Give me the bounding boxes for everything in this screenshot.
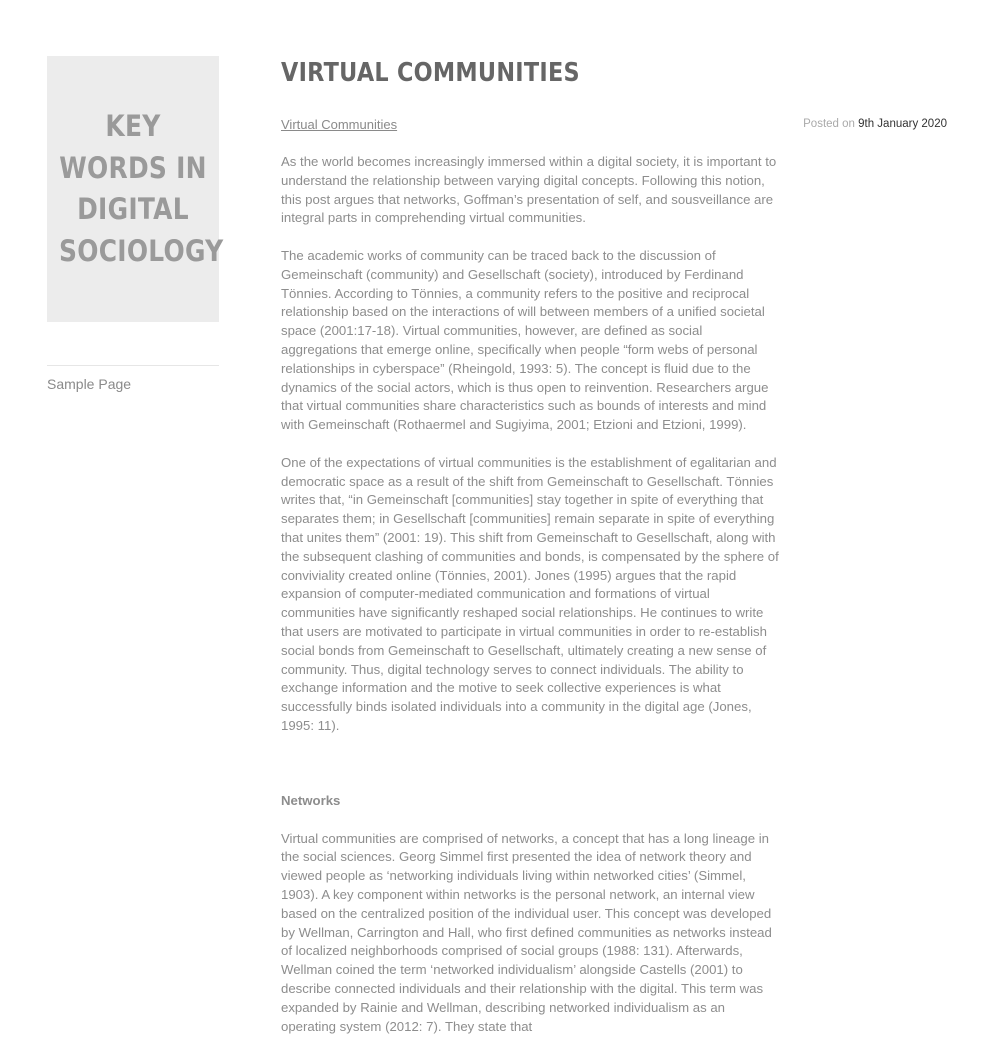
site-title[interactable] [59,106,224,272]
paragraph: Virtual communities are comprised of networks, a concept that has a long lineage in the social sciences. Georg Simmel first presented the idea of network theory and viewed people as ‘networking individuals living within networked cities’ (Simmel, 1903). A key component within networks is the personal network, an internal view based on the centralized position of the individual user. This concept was developed by Wellman, Carrington and Hall, who first defined communities as networks instead of localized neighborhoods comprised of social groups (1988: 131). Afterwards, Wellman coined the term ‘networked individualism’ alongside Castells (2001) to describe connected individuals and their relationship with the digital. This term was expanded by Rainie and Wellman, describing networked individualism as an operating system (2012: 7). They state that [281,830,772,1034]
site-title-box[interactable] [47,56,224,322]
main-content [281,56,781,1055]
section-heading: Networks [281,793,341,809]
paragraph: The academic works of community can be traced back to the discussion of Gemeinschaft (community) and Gesellschaft (society), introduced by Ferdinand Tönnies. According to Tönnies, a community refers to the positive and reciprocal relationship based on the interactions of will between members of a unified societal space (2001:17-18). Virtual communities, however, are defined as social aggregations that emerge online, specifically when people “form webs of personal relationships in cyberspace” (Rheingold, 1993: 5). The concept is fluid due to the dynamics of the social actors, which is thus open to reinvention. Researchers argue that virtual communities share characteristics such as bounds of interests and mind with Gemeinschaft (Rothaermel and Sugiyima, 2001; Etzioni and Etzioni, 1999). [281,247,769,433]
site-title-line: KEY [105,109,161,143]
site-title-line: WORDS IN [59,150,207,185]
sidebar-link-sample-page[interactable]: Sample Page [47,376,132,392]
site-title-line: DIGITAL [77,192,189,226]
paragraph: As the world becomes increasingly immersed within a digital society, it is important to understand the relationship between varying digital concepts. Following this notion, this post argues that networks, Goffman’s presentation of self, and sousveillance are integral parts in comprehending virtual communities. [281,154,777,226]
post-date-link[interactable]: 9th January 2020 [858,118,947,130]
post-title: VIRTUAL COMMUNITIES [281,58,580,88]
post-subtitle-link[interactable]: Virtual Communities [281,117,398,132]
spacer [281,755,781,793]
paragraph: One of the expectations of virtual communities is the establishment of egalitarian and democratic space as a result of the shift from Gemeinschaft to Gesellschaft. Tönnies writes that, “in Gemeinschaft [communities] stay together in spite of everything that separates them; in Gesellschaft [communities] remain separate in spite of everything that unites them” (2001: 19). This shift from Gemeinschaft to Gesellschaft, along with the subsequent clashing of communities and bonds, is compensated by the sphere of conviviality created online (Tönnies, 2001). Jones (1995) argues that the rapid expansion of computer-mediated communication and formations of virtual communities have significantly reshaped social relationships. He continues to write that users are motivated to participate in virtual communities in order to re-establish social bonds from Gemeinschaft to Gesellschaft, ultimately creating a new sense of community. Thus, digital technology serves to connect individuals. The ability to exchange information and the motive to seek collective experiences is what successfully binds isolated individuals into a community in the digital age (Jones, 1995: 11). [281,454,779,733]
post-body [281,153,781,1036]
post-meta [803,118,947,130]
sidebar [47,56,224,392]
posted-on-label: Posted on [803,118,855,130]
site-title-line: SOCIOLOGY [59,233,224,268]
sidebar-divider [47,365,219,366]
